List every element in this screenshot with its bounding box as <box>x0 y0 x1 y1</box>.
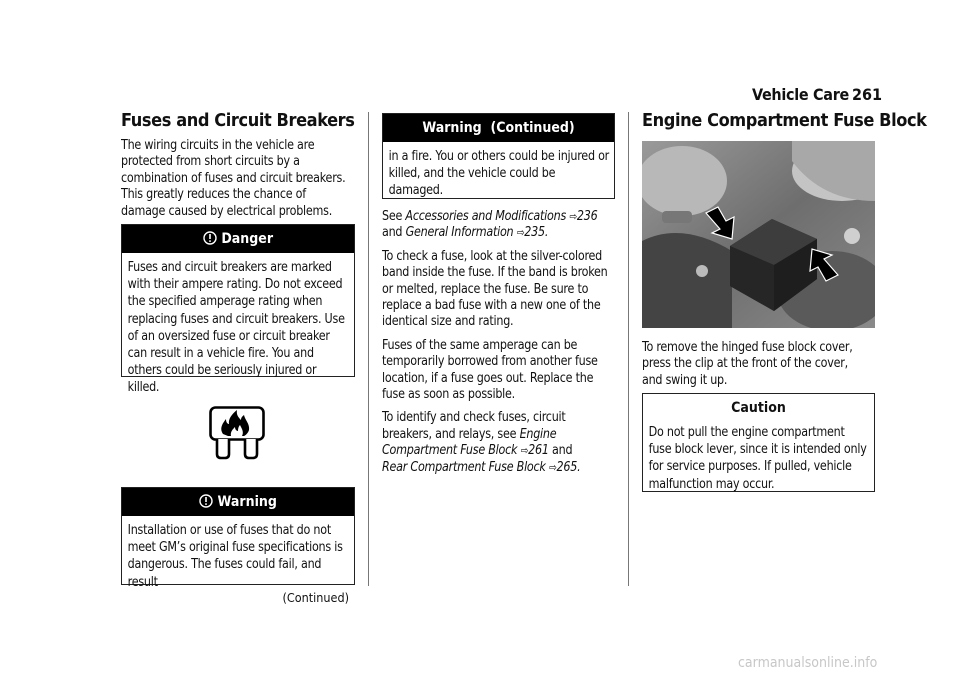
check-fuse-paragraph: To check a fuse, look at the silver-colored band inside the fuse. If the band is broken or melted, replace the fuse. Be sure to replace a bad fuse with a new one of the identical size and rating. <box>382 248 608 330</box>
column-divider-left <box>368 112 369 586</box>
page-number: 261 <box>852 85 883 104</box>
middle-text-column <box>382 209 613 483</box>
warning-label: Warning <box>217 494 277 510</box>
caution-box <box>642 393 875 492</box>
page-ref-236[interactable]: 236 <box>576 209 598 224</box>
warning-continued: (Continued) <box>282 589 349 605</box>
warning-continued-header: Warning (Continued) <box>383 114 614 142</box>
watermark: carmanualsonline.info <box>738 655 878 671</box>
warning-continued-text: in a fire. You or others could be injured or killed, and the vehicle could be damaged. <box>388 149 610 199</box>
danger-header <box>122 225 354 253</box>
caution-label: Caution <box>731 400 786 416</box>
fuse-fire-icon <box>209 406 265 460</box>
section-title-engine-fuse-block: Engine Compartment Fuse Block <box>642 110 927 131</box>
danger-box <box>121 224 355 396</box>
alert-triangle-icon <box>199 494 217 510</box>
remove-cover-paragraph: To remove the hinged fuse block cover, press the clip at the front of the cover, and swing it up. <box>642 340 853 388</box>
borrow-fuse-paragraph: Fuses of the same amperage can be temporarily borrowed from another fuse location, if a fuse goes out. Replace the fuse as soon as possible. <box>382 337 598 403</box>
page-ref-icon: ⇨ <box>548 460 557 474</box>
identify-fuses-paragraph: To identify and check fuses, circuit breakers, and relays, see Engine Compartment Fuse Block ⇨261 and Rear Compartment Fuse Block ⇨265. <box>382 410 581 475</box>
page-ref-icon: ⇨ <box>516 226 525 240</box>
link-general-information[interactable]: General Information <box>405 225 514 241</box>
page-ref-261[interactable]: 261 <box>528 443 549 459</box>
link-accessories-modifications[interactable]: Accessories and Modifications <box>405 209 567 224</box>
page-ref-265[interactable]: 265 <box>556 459 578 475</box>
see-references-paragraph: See Accessories and Modifications ⇨236 and General Information ⇨235. <box>382 209 598 241</box>
page-ref-icon: ⇨ <box>520 444 529 458</box>
warning-text: Installation or use of fuses that do not meet GM’s original fuse specifications is dangerous. The fuses could fail, and result <box>127 523 343 590</box>
header-section-title: Vehicle Care <box>752 85 849 104</box>
link-rear-compartment-fuse-block[interactable]: Rear Compartment Fuse Block <box>382 459 546 475</box>
page-ref-235[interactable]: 235 <box>524 225 545 241</box>
page-ref-icon: ⇨ <box>569 210 577 223</box>
warning-continued-box <box>382 113 615 199</box>
column-divider-right <box>628 112 629 586</box>
section-title-fuses: Fuses and Circuit Breakers <box>121 110 355 131</box>
link-engine-compartment-fuse-block[interactable]: Engine Compartment Fuse Block <box>382 426 557 459</box>
danger-label: Danger <box>221 231 274 247</box>
engine-compartment-photo <box>642 141 875 328</box>
danger-text: Fuses and circuit breakers are marked with their ampere rating. Do not exceed the specified amperage rating when replacing fuses and circuit breakers. Use of an oversized fuse or circuit breaker can result in a vehicle fire. You and others could be seriously injured or killed. <box>127 260 345 396</box>
warning-box <box>121 487 355 605</box>
alert-triangle-icon <box>203 231 221 247</box>
caution-text: Do not pull the engine compartment fuse block lever, since it is intended only for service purposes. If pulled, vehicle malfunction may occur. <box>648 425 867 492</box>
intro-paragraph: The wiring circuits in the vehicle are protected from short circuits by a combination of fuses and circuit breakers. This greatly reduces the chance of damage caused by electrical problems. <box>121 138 346 219</box>
warning-header <box>122 488 354 516</box>
